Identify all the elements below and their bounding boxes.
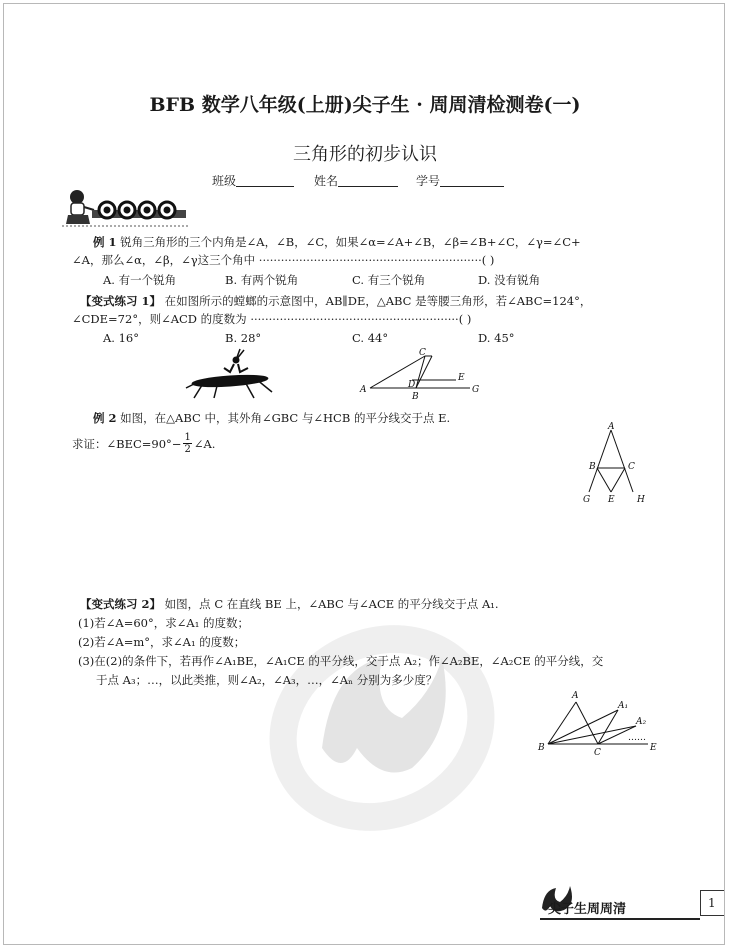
mantis-icon bbox=[186, 349, 272, 398]
variant2-q1: (1)若∠A=60°，求∠A₁ 的度数； bbox=[78, 616, 249, 630]
v1-label-a: A bbox=[360, 385, 367, 395]
class-field bbox=[212, 172, 294, 189]
v1-label-d: D bbox=[408, 380, 416, 390]
v2-label-e: E bbox=[650, 743, 657, 753]
e2-label-e: E bbox=[608, 495, 615, 505]
example2-line1 bbox=[93, 410, 450, 426]
v2-label-b: B bbox=[538, 743, 545, 753]
variant1-option-b: B. 28° bbox=[225, 331, 262, 345]
v1-label-e: E bbox=[458, 373, 465, 383]
example1-option-b: B. 有两个锐角 bbox=[225, 273, 299, 287]
v2-label-dots: …… bbox=[628, 733, 646, 743]
example2-proof bbox=[72, 432, 215, 455]
page-title: BFB 数学八年级(上册)尖子生 · 周周清检测卷(一) bbox=[149, 94, 581, 116]
boy-rings-illustration bbox=[62, 188, 190, 230]
variant2-q3b: 于点 A₃；…，以此类推，则∠A₂，∠A₃，…，∠Aₙ 分别为多少度？ bbox=[96, 673, 438, 687]
e2-label-a: A bbox=[608, 422, 615, 432]
name-field bbox=[314, 172, 398, 189]
example1-line1 bbox=[93, 234, 581, 250]
example2-proof-suffix: ∠A. bbox=[193, 436, 216, 451]
v1-label-b: B bbox=[412, 392, 419, 402]
example2-text1: 如图，在△ABC 中，其外角∠GBC 与∠HCB 的平分线交于点 E. bbox=[120, 411, 451, 425]
variant1-figure bbox=[352, 342, 482, 404]
variant1-label: 【变式练习 1】 bbox=[80, 294, 162, 308]
variant1-line2: ∠CDE=72°，则∠ACD 的度数为 ·························································( ) bbox=[72, 312, 472, 326]
variant1-option-a: A. 16° bbox=[103, 331, 139, 345]
mantis-illustration bbox=[184, 348, 276, 400]
v2-label-a2: A₂ bbox=[636, 717, 647, 727]
class-blank bbox=[236, 174, 294, 187]
v2-label-a1: A₁ bbox=[618, 701, 629, 711]
name-label: 姓名 bbox=[314, 174, 339, 188]
variant2-q2: (2)若∠A=m°，求∠A₁ 的度数； bbox=[78, 635, 246, 649]
example1-text1: 锐角三角形的三个内角是∠A，∠B，∠C，如果∠α=∠A+∠B，∠β=∠B+∠C，∠γ=∠C+ bbox=[120, 235, 581, 249]
bfb-watermark-icon bbox=[262, 598, 502, 838]
example1-line2: ∠A，那么∠α，∠β，∠γ这三个角中 ·····························································( ) bbox=[72, 253, 495, 267]
page-subtitle: 三角形的初步认识 bbox=[293, 144, 437, 165]
variant1-option-c: C. 44° bbox=[352, 331, 389, 345]
example1-option-c: C. 有三个锐角 bbox=[352, 273, 426, 287]
example1-option-a: A. 有一个锐角 bbox=[103, 273, 177, 287]
fraction-denominator: 2 bbox=[184, 444, 191, 455]
variant1-line1 bbox=[80, 293, 591, 309]
variant1-option-d: D. 45° bbox=[478, 331, 515, 345]
e2-label-c: C bbox=[628, 462, 635, 472]
example2-proof-prefix: 求证：∠BEC=90°− bbox=[72, 436, 182, 451]
e2-label-h: H bbox=[637, 495, 645, 505]
example2-figure bbox=[575, 420, 655, 506]
id-field bbox=[416, 172, 504, 189]
v1-label-c: C bbox=[419, 348, 426, 358]
footer-brand: 尖子生周周清 bbox=[548, 902, 627, 917]
boy-figure-icon bbox=[66, 190, 94, 224]
v2-label-a: A bbox=[572, 691, 579, 701]
class-label: 班级 bbox=[212, 174, 237, 188]
example2-label: 例 2 bbox=[93, 411, 117, 425]
variant2-line1 bbox=[80, 596, 499, 612]
e2-label-b: B bbox=[589, 462, 596, 472]
variant2-label: 【变式练习 2】 bbox=[80, 597, 162, 611]
footer-rule bbox=[540, 918, 700, 920]
id-blank bbox=[440, 174, 504, 187]
e2-label-g: G bbox=[583, 495, 591, 505]
id-label: 学号 bbox=[416, 174, 441, 188]
variant2-figure bbox=[534, 686, 662, 758]
v2-label-c: C bbox=[594, 748, 601, 758]
variant1-text1: 在如图所示的螳螂的示意图中，AB∥DE，△ABC 是等腰三角形，若∠ABC=124°， bbox=[164, 294, 592, 308]
v1-label-g: G bbox=[472, 385, 480, 395]
variant2-q3a: (3)在(2)的条件下，若再作∠A₁BE，∠A₁CE 的平分线，交于点 A₂；作∠A₂BE，∠A₂CE 的平分线，交 bbox=[78, 654, 604, 668]
example1-option-d: D. 没有锐角 bbox=[478, 273, 541, 287]
variant2-text1: 如图，点 C 在直线 BE 上，∠ABC 与∠ACE 的平分线交于点 A₁. bbox=[164, 597, 499, 611]
fraction-numerator: 1 bbox=[184, 432, 191, 443]
example2-fraction bbox=[183, 432, 191, 455]
page-number: 1 bbox=[708, 896, 716, 910]
example1-label: 例 1 bbox=[93, 235, 117, 249]
name-blank bbox=[338, 174, 398, 187]
